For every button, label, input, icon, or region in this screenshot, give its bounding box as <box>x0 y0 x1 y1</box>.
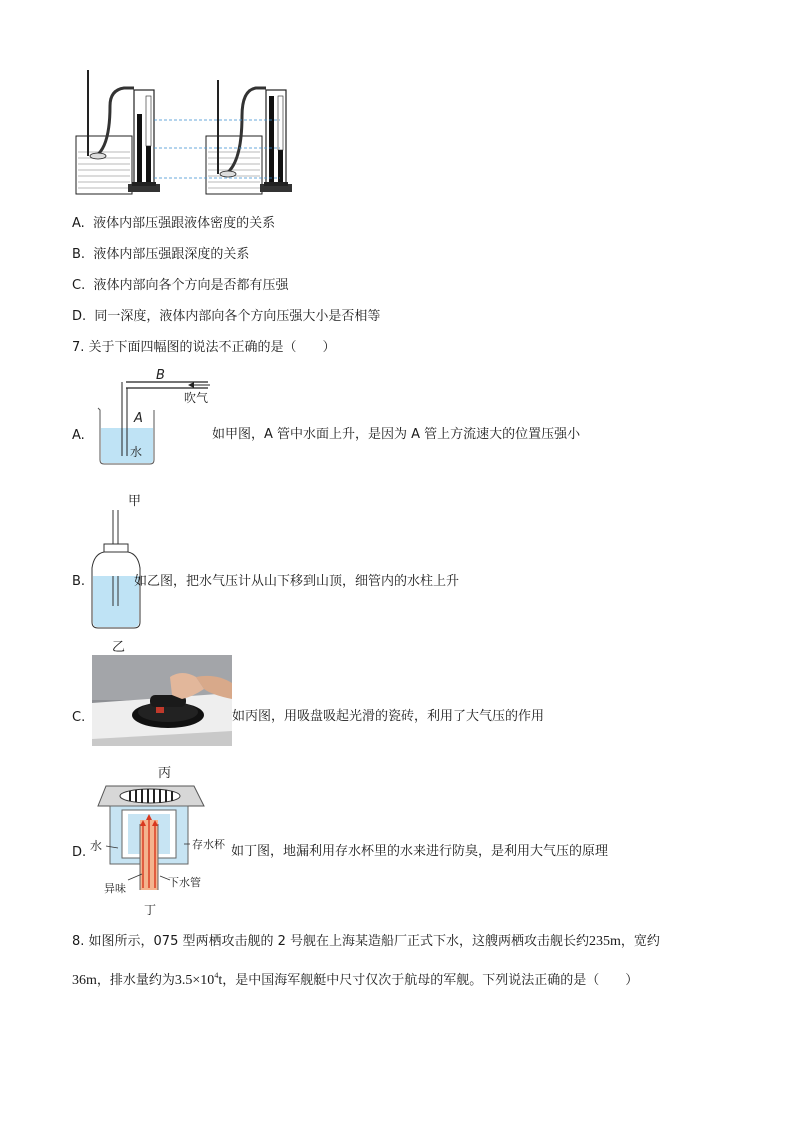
q7-figure-c-photo <box>92 655 232 746</box>
q7-fig-a-water: 水 <box>130 445 143 459</box>
q7-option-d-text: 如丁图，地漏利用存水杯里的水来进行防臭，是利用大气压的原理 <box>231 844 609 859</box>
q7-fig-a-label-a: A <box>134 411 143 426</box>
right-beaker <box>206 80 266 194</box>
q6-option-c-letter: C. <box>72 278 86 293</box>
q7-fig-c-caption: 丙 <box>158 766 172 781</box>
q8-line2-b: ，排水量约为 <box>96 973 175 988</box>
q7-fig-a-label-b: B <box>156 368 165 383</box>
q7-fig-a-blow: 吹气 <box>184 391 209 405</box>
q7-option-b-text: 如乙图，把水气压计从山下移到山顶，细管内的水柱上升 <box>134 574 460 589</box>
q8-displacement <box>175 973 222 988</box>
q7-option-a-text: 如甲图，A 管中水面上升，是因为 A 管上方流速大的位置压强小 <box>212 427 581 442</box>
q7-fig-a-caption: 甲 <box>128 494 142 509</box>
q8-displacement-exp: 4 <box>214 971 219 980</box>
q8-width: 36m <box>72 973 97 988</box>
q7-fig-d-pipe: 下水管 <box>168 876 201 889</box>
q7-figure-d <box>88 784 238 916</box>
q7-fig-d-water: 水 <box>90 839 103 853</box>
q8-line-2 <box>72 968 638 989</box>
q6-option-c <box>72 278 289 294</box>
q8-displacement-base: 3.5×10 <box>174 973 215 988</box>
q8-length: 235m <box>589 934 621 949</box>
arrow-left-icon <box>188 382 194 388</box>
q7-fig-b-caption: 乙 <box>112 640 126 655</box>
q6-option-d <box>72 309 380 325</box>
q6-option-a-letter: A. <box>72 216 85 231</box>
q8-line2-e: ，是中国海军舰艇中尺寸仅次于航母的军舰。下列说法正确的是（ ） <box>222 973 639 988</box>
q6-option-c-text: 液体内部向各个方向是否都有压强 <box>93 278 289 293</box>
q7-option-d-letter: D. <box>72 845 87 860</box>
q6-option-b-text: 液体内部压强跟深度的关系 <box>93 247 250 262</box>
q6-option-b <box>72 247 249 263</box>
q6-option-d-letter: D. <box>72 309 87 324</box>
q8-line1-c: ，宽约 <box>620 934 660 949</box>
q7-option-b-letter: B. <box>72 574 86 589</box>
q7-option-a-letter: A. <box>72 428 85 443</box>
q7-fig-d-odor: 异味 <box>104 882 126 895</box>
q7-option-c-text: 如丙图，用吸盘吸起光滑的瓷砖，利用了大气压的作用 <box>232 709 545 724</box>
left-manometer <box>128 90 160 192</box>
right-manometer <box>260 90 292 192</box>
q7-fig-d-cup: 存水杯 <box>192 838 225 851</box>
q6-option-b-letter: B. <box>72 247 86 262</box>
q7-fig-d-caption-bottom: 丁 <box>144 903 157 916</box>
pressure-experiment-figure <box>70 66 300 198</box>
left-beaker <box>76 70 134 194</box>
q8-displacement-unit: t <box>218 973 223 988</box>
q6-option-d-text: 同一深度，液体内部向各个方向压强大小是否相等 <box>94 309 381 324</box>
q8-line1-a: 8. 如图所示，075 型两栖攻击舰的 2 号舰在上海某造船厂正式下水，这艘两栖攻击舰长约 <box>72 934 590 949</box>
q7-stem: 7. 关于下面四幅图的说法不正确的是（ ） <box>72 340 336 355</box>
q6-option-a <box>72 216 275 232</box>
q6-option-a-text: 液体内部压强跟液体密度的关系 <box>93 216 276 231</box>
q7-figure-b <box>90 508 150 632</box>
q8-line-1 <box>72 934 660 950</box>
q7-option-c-letter: C. <box>72 710 86 725</box>
q7-figure-a <box>92 364 222 466</box>
